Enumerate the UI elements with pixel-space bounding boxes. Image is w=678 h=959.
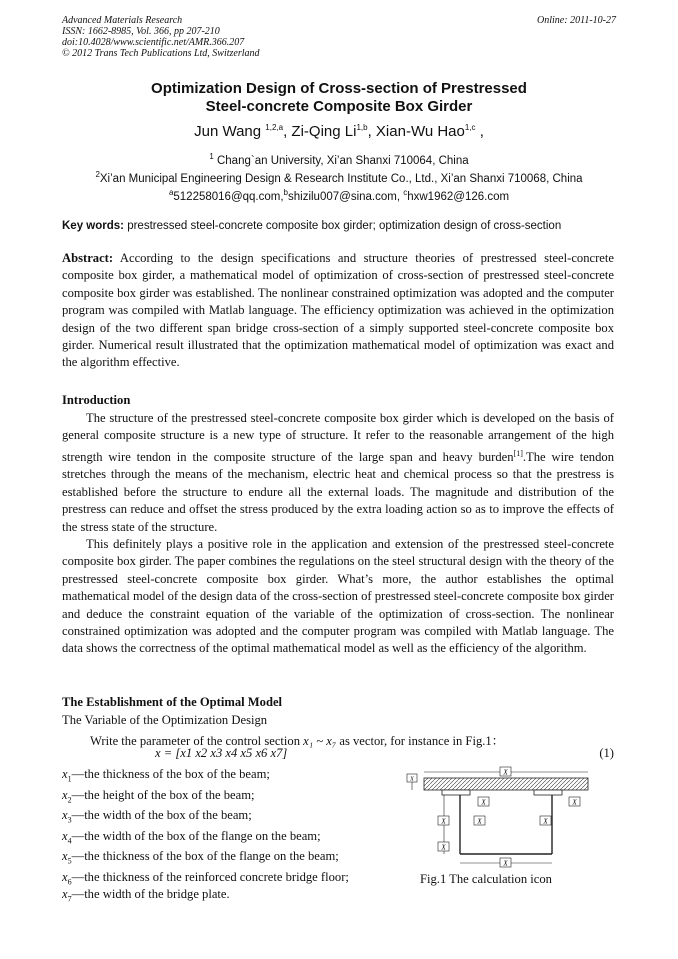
introduction-paragraph-2 (62, 536, 614, 658)
dim-label-height (438, 816, 449, 826)
email-b[interactable]: shizilu007@sina.com (288, 190, 397, 203)
dim-label-web-right (540, 816, 551, 826)
svg-text:X: X (481, 798, 486, 807)
keywords-text: prestressed steel-concrete composite box girder; optimization design of cross-section (127, 220, 562, 232)
variable-definition: $x_7—the$ width of the bridge plate. (62, 887, 230, 904)
affiliation-sup: 1 (209, 152, 214, 161)
author-name: Jun Wang (194, 123, 262, 140)
variable-definition: $x_5—the$ thickness of the box of the flange on the beam; (62, 849, 339, 866)
doi-line: doi:10.4028/www.scientific.net/AMR.366.207 (62, 37, 245, 48)
citation-ref[interactable]: [1] (513, 448, 523, 458)
author-sup: 1,b (356, 123, 368, 132)
author-sup: 1,2,a (265, 123, 284, 132)
dim-label-bottom-left (438, 842, 449, 852)
affiliation-text: Chang`an University, Xi’an Shanxi 710064, China (216, 154, 469, 167)
copyright-line: © 2012 Trans Tech Publications Ltd, Switzerland (62, 48, 260, 59)
journal-header (62, 15, 260, 59)
affiliation-1 (0, 152, 678, 167)
figure-caption: Fig.1 The calculation icon (420, 872, 552, 886)
author-name: Xian-Wu Hao (375, 123, 465, 140)
model-intro-text: as vector, for instance in Fig.1： (336, 734, 505, 748)
dim-label-left (407, 774, 417, 783)
svg-text:X: X (477, 817, 482, 826)
introduction-heading: Introduction (62, 393, 131, 407)
variable-definition: $x_6—the$ thickness of the reinforced concrete bridge floor; (62, 870, 349, 887)
dim-label-web-left (474, 816, 485, 826)
dim-label-width (500, 858, 511, 868)
equation-1: x = [x1 x2 x3 x4 x5 x6 x7] (155, 746, 288, 760)
top-flange-right (534, 790, 562, 795)
affiliation-2 (0, 170, 678, 185)
model-subheading: The Variable of the Optimization Design (62, 713, 268, 727)
journal-name: Advanced Materials Research (62, 15, 183, 26)
svg-text:X: X (503, 859, 508, 868)
email-c[interactable]: hxw1962@126.com (407, 190, 510, 203)
keywords-label: Key words: (62, 220, 124, 232)
variable-definition: $x_1—the$ thickness of the box of the beam; (62, 767, 270, 784)
author-list: Jun Wang $^{1,2,a}$, Zi-Qing Li$^{1,b}$, Xian-Wu Hao$^{1,c}$ , (194, 123, 484, 140)
bridge-deck (424, 778, 588, 790)
variable-definition: $x_4—the$ width of the box of the flange on the beam; (62, 829, 321, 846)
email-a[interactable]: 512258016@qq.com (173, 190, 281, 203)
affiliation-text: Xi’an Municipal Engineering Design & Research Institute Co., Ltd., Xi’an Shanxi 710068, China (99, 172, 583, 185)
keywords (62, 220, 616, 232)
svg-text:X: X (441, 843, 446, 852)
abstract (62, 250, 614, 372)
issn-line: ISSN: 1662-8985, Vol. 366, pp 207-210 (62, 26, 220, 37)
dim-label-top (500, 767, 511, 777)
svg-text:X: X (503, 768, 508, 777)
introduction-paragraph-1 (62, 410, 614, 536)
svg-text:X: X (441, 817, 446, 826)
model-heading: The Establishment of the Optimal Model (62, 695, 283, 709)
svg-text:X: X (572, 798, 577, 807)
paragraph-text: .The wire tendon stretches through the means of the mechanism, electric heat and chemical process so that the prestress is established before the structure to endure all the external loads. The magnitude and distribution of the prestress can reduce and offset the stress produced by the extra loading action so as to improve the effects of the stress state of the structure. (62, 450, 614, 534)
online-date: Online: 2011-10-27 (537, 15, 616, 26)
affiliation-sup: 2 (95, 170, 100, 179)
paper-title (0, 80, 678, 116)
variable-definition: $x_2—the$ height of the box of the beam; (62, 788, 255, 805)
abstract-label: Abstract: (62, 251, 114, 265)
dim-label-flange-right (569, 797, 580, 807)
abstract-text: According to the design specifications and structure theories of prestressed steel-concrete composite box girder, a mathematical model of optimization of cross-section of prestressed steel-concrete composite box girder was established. The nonlinear constrained optimization was adopted and the computer program was compiled with Matlab language. The efficiency optimization was achieved in the optimization design of the two different span bridge cross-section of a simply supported steel-concrete composite box girder. Numerical result illustrated that the optimization mathematical model of optimization was exact and the algorithm effective. (62, 251, 614, 370)
cross-section-figure (398, 764, 598, 872)
variable-definition: $x_3—the$ width of the box of the beam; (62, 808, 252, 825)
title-line-1: Optimization Design of Cross-section of Prestressed (151, 80, 527, 97)
email-sup: b (283, 188, 288, 197)
title-line-2: Steel-concrete Composite Box Girder (205, 98, 473, 115)
model-intro-text: Write the parameter of the control section (90, 734, 304, 748)
svg-text:X: X (543, 817, 548, 826)
email-sup: a (168, 188, 174, 197)
equation-number: (1) (599, 746, 614, 760)
paragraph-text: This definitely plays a positive role in the application and extension of the prestressed steel-concrete composite box girder. The paper combines the regulations on the steel structural design with the theory of the prestressed steel-concrete composite box girder. What’s more, the author establishes the optimal mathematical model of the design data of the cross-section of prestressed steel-concrete composite box girder and deduce the constraint equation of the variable of the optimization of cross-section. The nonlinear constrained optimization was adopted and the computer program was compiled with Matlab language. The data shows the correctness of the optimal mathematical model as well as the efficiency of the algorithm. (62, 537, 614, 656)
email-sup: c (403, 188, 408, 197)
paragraph-text: The structure of the prestressed steel-concrete composite box girder which is developed on the basis of general composite structure is a new type of structure. It refer to the reasonable arrangement of the high strength wire tendon in the composite structure of the large span and heavy burden (62, 411, 614, 464)
email-line: $^a$512258016@qq.com,$^b$shizilu007@sina.com, $^c$hxw1962@126.com (168, 188, 510, 203)
author-sup: 1,c (464, 123, 476, 132)
model-intro (90, 730, 504, 749)
svg-text:X: X (410, 776, 414, 783)
author-name: Zi-Qing Li (291, 123, 357, 140)
dim-label-flange-left (478, 797, 489, 807)
top-flange-left (442, 790, 470, 795)
variable-range: x₁ ~ x₇ (303, 734, 337, 748)
